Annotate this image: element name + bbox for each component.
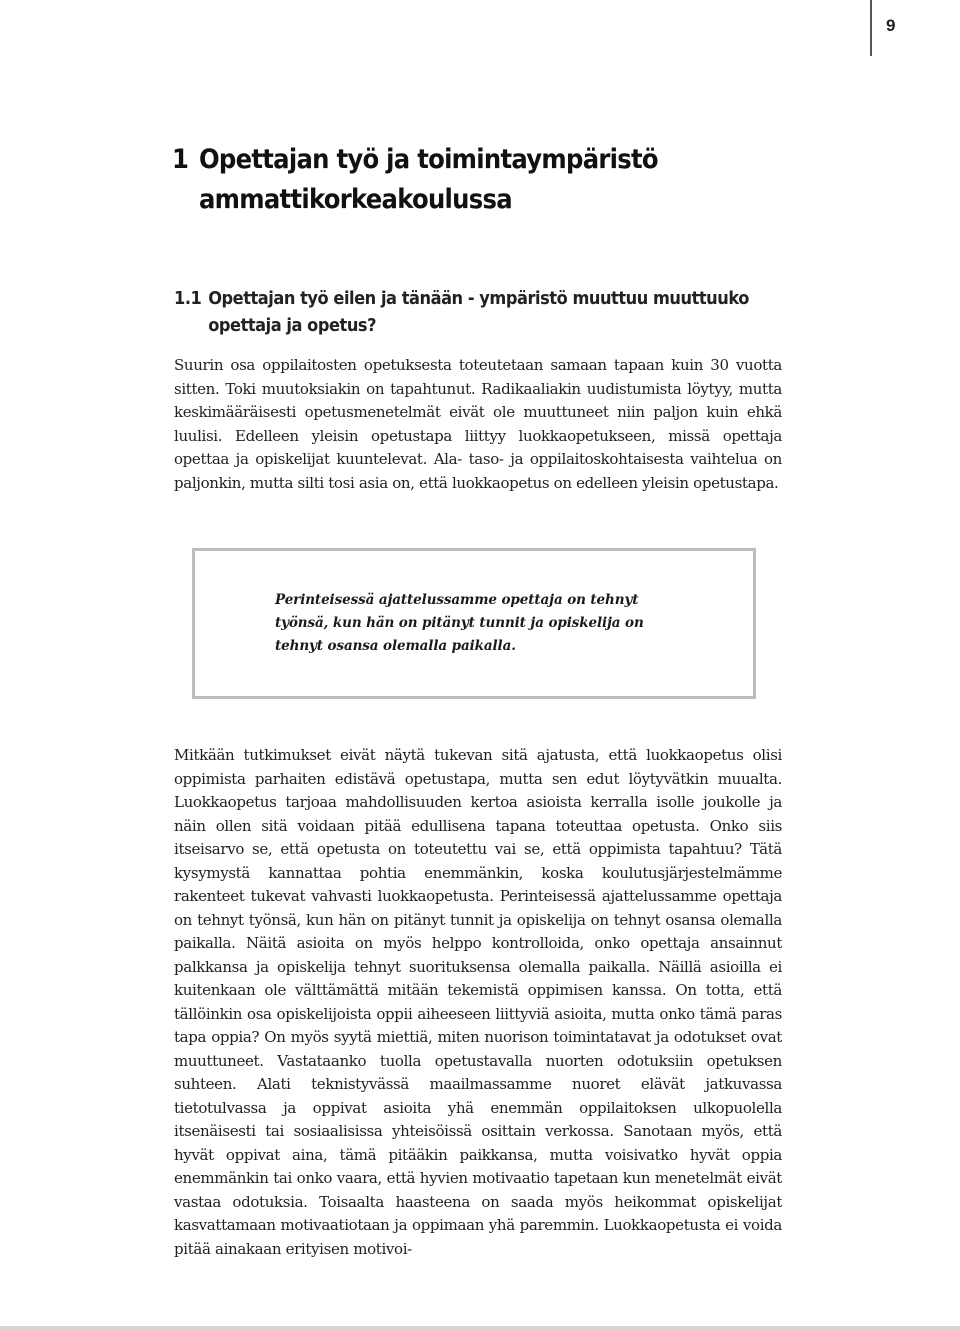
section-title-line2: opettaja ja opetus? <box>208 315 377 336</box>
chapter-title-line2: ammattikorkeakoulussa <box>199 184 512 215</box>
body-paragraph-1: Suurin osa oppilaitosten opetuksesta toteutetaan samaan tapaan kuin 30 vuotta sitten. Toki muutoksiakin on tapahtunut. Radikaaliakin uudistumista löytyy, mutta keskimääräisesti opetusmenetelmät eivät ole muuttuneet niin paljon kuin ehkä luulisi. Edelleen yleisin opetustapa liittyy luokkaopetukseen, missä opettaja opettaa ja opiskelijat kuuntelevat. Ala- taso- ja oppilaitoskohtaisesta vaihtelua on paljonkin, mutta silti tosi asia on, että luokkaopetus on edelleen yleisin opetustapa. <box>174 356 782 492</box>
page-number: 9 <box>886 16 896 35</box>
section-title <box>174 285 804 339</box>
section-title-line1: Opettajan työ eilen ja tänään - ympäristö muuttuu muuttuuko <box>208 288 749 309</box>
chapter-number: 1 <box>172 144 189 175</box>
page-number-divider <box>870 0 872 56</box>
pullquote-text: Perinteisessä ajattelussamme opettaja on tehnyt työnsä, kun hän on pitänyt tunnit ja opiskelija on tehnyt osansa olemalla paikalla. <box>275 592 644 654</box>
chapter-title <box>172 140 766 220</box>
pullquote-box <box>192 548 756 699</box>
page-bottom-edge <box>0 1326 960 1330</box>
chapter-title-line1: Opettajan työ ja toimintaympäristö <box>199 144 658 175</box>
body-paragraph-2: Mitkään tutkimukset eivät näytä tukevan sitä ajatusta, että luokkaopetus olisi oppimista parhaiten edistävä opetustapa, mutta sen edut löytyvätkin muualta. Luokkaopetus tarjoaa mahdollisuuden kertoa asioista kerralla isolle joukolle ja näin ollen sitä voidaan pitää edullisena tapana toteuttaa opetusta. Onko siis itseisarvo se, että opetusta on toteutettu vai se, että oppimista tapahtuu? Tätä kysymystä kannattaa pohtia enemmänkin, koska koulutusjärjestelmämme rakenteet tukevat vahvasti luokkaopetusta. Perinteisessä ajattelussamme opettaja on tehnyt työnsä, kun hän on pitänyt tunnit ja opiskelija on tehnyt osansa olemalla paikalla. Näitä asioita on myös helppo kontrolloida, onko opettaja ansainnut palkkansa ja opiskelija tehnyt suorituksensa olemalla paikalla. Näillä asioilla ei kuitenkaan ole välttämättä mitään tekemistä oppimisen kanssa. On totta, että tällöinkin osa opiskelijoista oppii aiheeseen liittyviä asioita, mutta onko tämä paras tapa oppia? On myös syytä miettiä, miten nuorison toimintatavat ja odotukset ovat muuttuneet. Vastataanko tuolla opetustavalla nuorten odotuksiin opetuksen suhteen. Alati teknistyvässä maailmassamme nuoret elävät jatkuvassa tietotulvassa ja oppivat asioita yhä enemmän oppilaitoksen ulkopuolella itsenäisesti tai sosiaalisissa yhteisöissä osittain verkossa. Sanotaan myös, että hyvät oppivat aina, tämä pitääkin paikkansa, mutta voisivatko hyvät oppia enemmänkin tai onko vaara, että hyvien motivaatio tapetaan kun menetelmät eivät vastaa odotuksia. Toisaalta haasteena on saada myös heikommat opiskelijat kasvattamaan motivaatiotaan ja oppimaan yhä paremmin. Luokkaopetusta ei voida pitää ainakaan erityisen motivoi- <box>174 746 782 1258</box>
section-number: 1.1 <box>174 288 202 309</box>
